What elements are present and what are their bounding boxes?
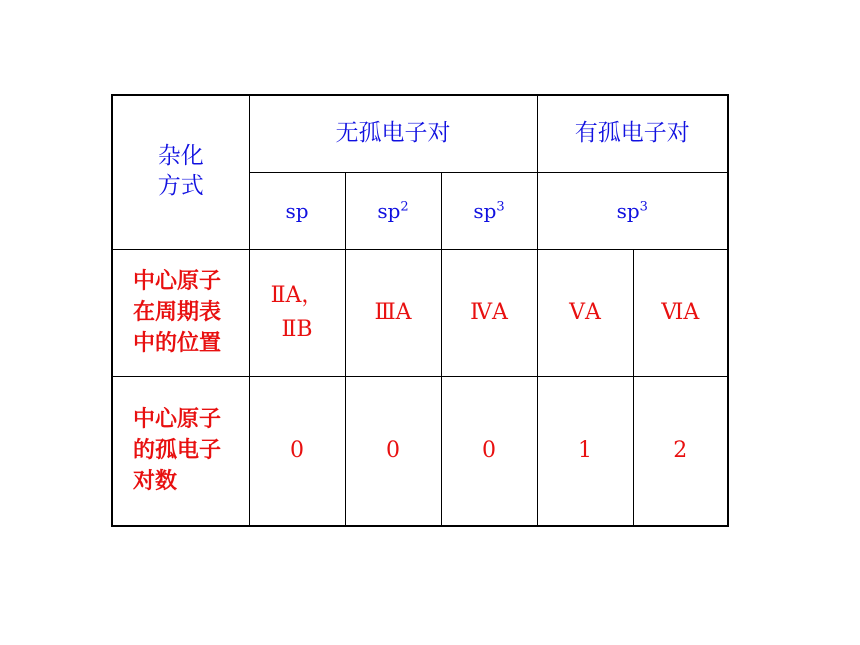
formula-superscript: 2 — [400, 198, 409, 214]
position-label-line-3: 中的位置 — [133, 331, 222, 356]
hybridization-sp3-lone-pair-cell — [537, 172, 728, 249]
hybridization-sp-cell — [249, 172, 345, 249]
position-label-line-1: 中心原子 — [133, 269, 222, 294]
lone-pair-label-line-2: 的孤电子 — [133, 438, 222, 464]
group-line-1: ⅣA — [470, 299, 508, 325]
formula-superscript: 3 — [639, 198, 648, 214]
position-cell-sp3 — [441, 249, 537, 376]
position-cell-group-via — [633, 249, 728, 376]
formula-base: sp — [377, 198, 401, 223]
formula-base: sp — [285, 198, 309, 223]
hybridization-mode-label-cell — [112, 95, 249, 249]
table-row-position — [112, 249, 728, 376]
table-row-group-header — [112, 95, 728, 172]
formula-base: sp — [616, 198, 640, 223]
hybridization-sp3-cell — [441, 172, 537, 249]
lone-pair-count-sp2: 0 — [345, 376, 441, 526]
formula-base: sp — [473, 198, 497, 223]
group-line-2: ⅡB — [281, 316, 313, 342]
position-cell-sp2 — [345, 249, 441, 376]
lone-pair-count-sp3: 0 — [441, 376, 537, 526]
position-label-line-2: 在周期表 — [133, 300, 222, 325]
lone-pair-count-va: 1 — [537, 376, 633, 526]
hybridization-sp2-cell — [345, 172, 441, 249]
no-lone-pair-header: 无孤电子对 — [249, 95, 537, 172]
group-line-1: ⅥA — [661, 299, 700, 325]
lone-pair-label-line-1: 中心原子 — [133, 407, 222, 433]
lone-pair-count-via: 2 — [633, 376, 728, 526]
position-cell-sp — [249, 249, 345, 376]
position-label-cell — [112, 249, 249, 376]
hybridization-mode-label-line-1: 杂化 — [157, 143, 204, 170]
has-lone-pair-header: 有孤电子对 — [537, 95, 728, 172]
lone-pair-label-cell — [112, 376, 249, 526]
hybridization-mode-label-line-2: 方式 — [157, 173, 204, 200]
position-cell-group-va — [537, 249, 633, 376]
group-line-1: ⅤA — [569, 299, 601, 325]
group-line-1: ⅡA， — [270, 282, 324, 308]
group-line-1: ⅢA — [374, 299, 412, 325]
formula-superscript: 3 — [496, 198, 505, 214]
table-row-lone-pairs — [112, 376, 728, 526]
hybridization-table — [111, 94, 729, 527]
lone-pair-count-sp: 0 — [249, 376, 345, 526]
lone-pair-label-line-3: 对数 — [133, 469, 178, 495]
